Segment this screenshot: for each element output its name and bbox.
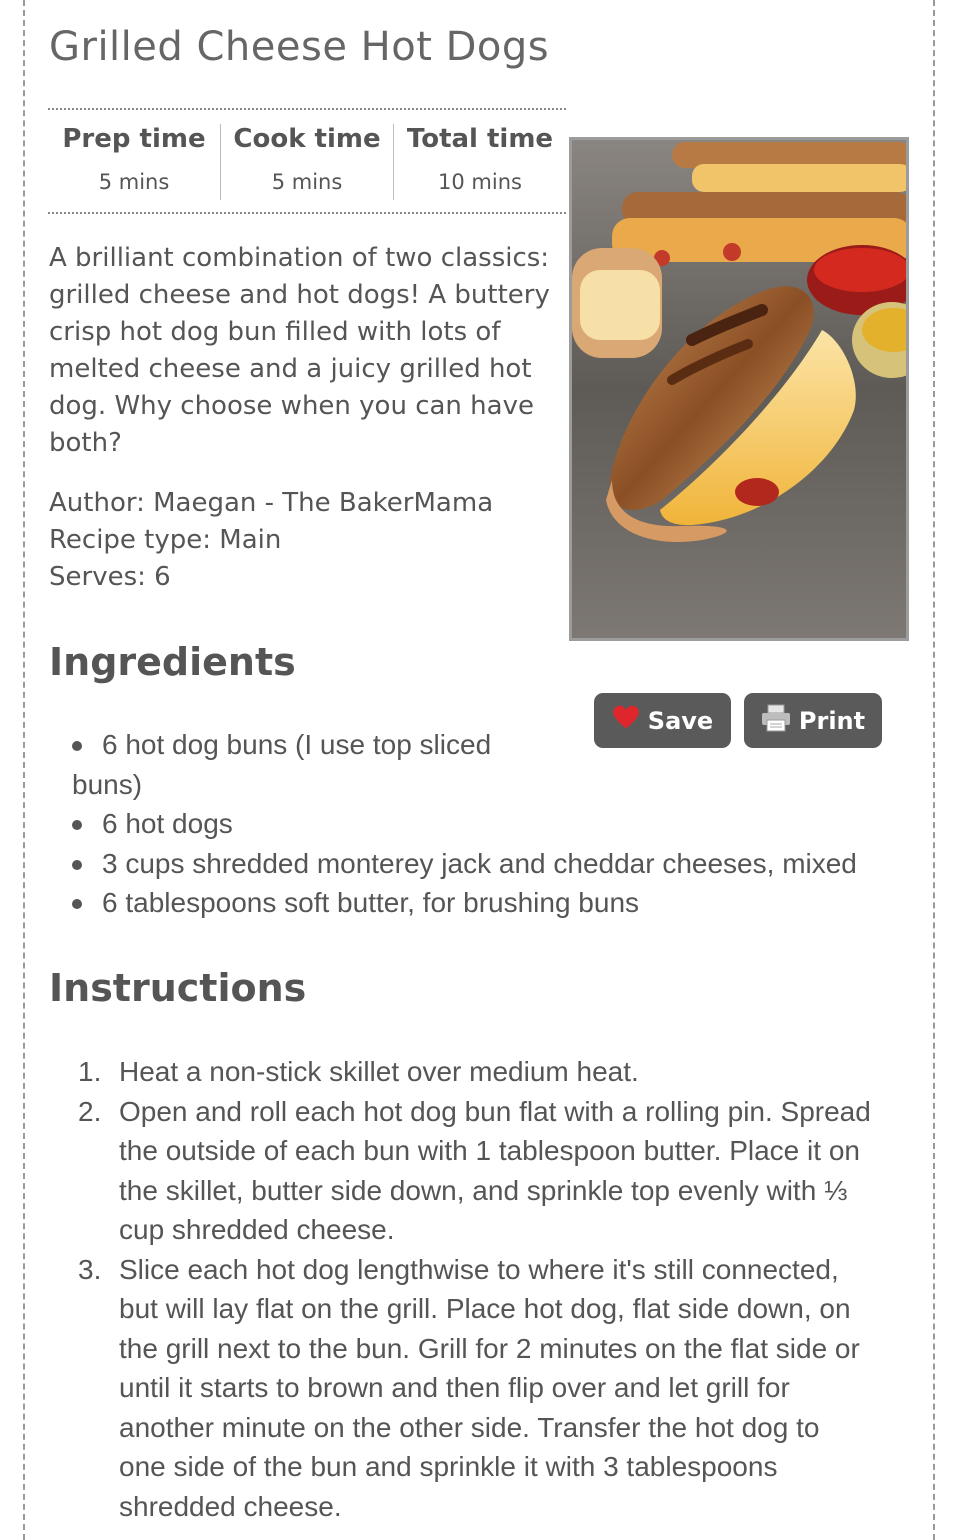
instructions-list: [78, 1052, 912, 1526]
prep-time-value: 5 mins: [98, 170, 170, 194]
step-line: Heat a non-stick skillet over medium heat.: [119, 1056, 639, 1087]
step-line: Open and roll each hot dog bun flat with a rolling pin. Spread: [119, 1095, 871, 1127]
cook-time: [220, 124, 393, 200]
save-label: Save: [647, 706, 714, 735]
print-label: Print: [798, 706, 866, 735]
recipe-serves: Serves: 6: [49, 562, 171, 592]
prep-time: [48, 110, 220, 212]
step-line: one side of the bun and sprinkle it with 3 tablespoons: [119, 1451, 778, 1482]
instructions-heading: Instructions: [49, 966, 307, 1010]
recipe-author: Author: Maegan - The BakerMama: [49, 488, 494, 518]
ingredients-list: [72, 725, 912, 923]
ingredient-line: 6 hot dog buns (I use top sliced: [102, 729, 492, 760]
step-number: 1.: [78, 1056, 102, 1087]
step-line: the grill next to the bun. Grill for 2 minutes on the flat side or: [119, 1332, 860, 1364]
instruction-step: [78, 1052, 912, 1092]
ingredient-line: buns): [72, 768, 143, 800]
recipe-times: [48, 108, 566, 214]
step-number: 2.: [78, 1095, 102, 1127]
step-line: but will lay flat on the grill. Place hot dog, flat side down, on: [119, 1293, 851, 1324]
step-line: cup shredded cheese.: [119, 1214, 395, 1245]
total-time-label: Total time: [406, 124, 554, 154]
ingredient-item: 6 tablespoons soft butter, for brushing buns: [72, 883, 912, 923]
step-line: shredded cheese.: [119, 1490, 342, 1522]
instruction-step: [78, 1250, 912, 1527]
ingredients-heading: Ingredients: [49, 640, 296, 684]
ingredient-item: 6 hot dogs: [72, 804, 912, 844]
step-line: until it starts to brown and then flip over and let grill for: [119, 1372, 790, 1403]
step-line: Slice each hot dog lengthwise to where it's still connected,: [119, 1253, 839, 1285]
cook-time-label: Cook time: [233, 124, 381, 154]
step-line: the skillet, butter side down, and sprinkle top evenly with ⅓: [119, 1174, 848, 1206]
recipe-description: A brilliant combination of two classics: grilled cheese and hot dogs! A buttery crisp hot dog bun filled with lots of melted cheese and a juicy grilled hot dog. Why choose when you can have both?: [49, 243, 550, 458]
recipe-title: Grilled Cheese Hot Dogs: [49, 24, 550, 70]
step-line: the outside of each bun with 1 tablespoon butter. Place it on: [119, 1135, 860, 1166]
photo-illustration-icon: [572, 140, 906, 638]
recipe-type: Recipe type: Main: [49, 525, 282, 555]
recipe-meta: [49, 485, 564, 596]
ingredient-item: 3 cups shredded monterey jack and cheddar cheeses, mixed: [72, 844, 912, 884]
instruction-step: [78, 1092, 912, 1250]
step-number: 3.: [78, 1253, 102, 1285]
cook-time-value: 5 mins: [271, 170, 343, 194]
prep-time-label: Prep time: [62, 124, 206, 154]
step-line: another minute on the other side. Transfer the hot dog to: [119, 1411, 820, 1443]
total-time: [393, 124, 566, 200]
grilled-cheese-hot-dog-photo: [569, 137, 909, 641]
total-time-value: 10 mins: [438, 170, 522, 194]
ingredient-item: [72, 725, 572, 804]
